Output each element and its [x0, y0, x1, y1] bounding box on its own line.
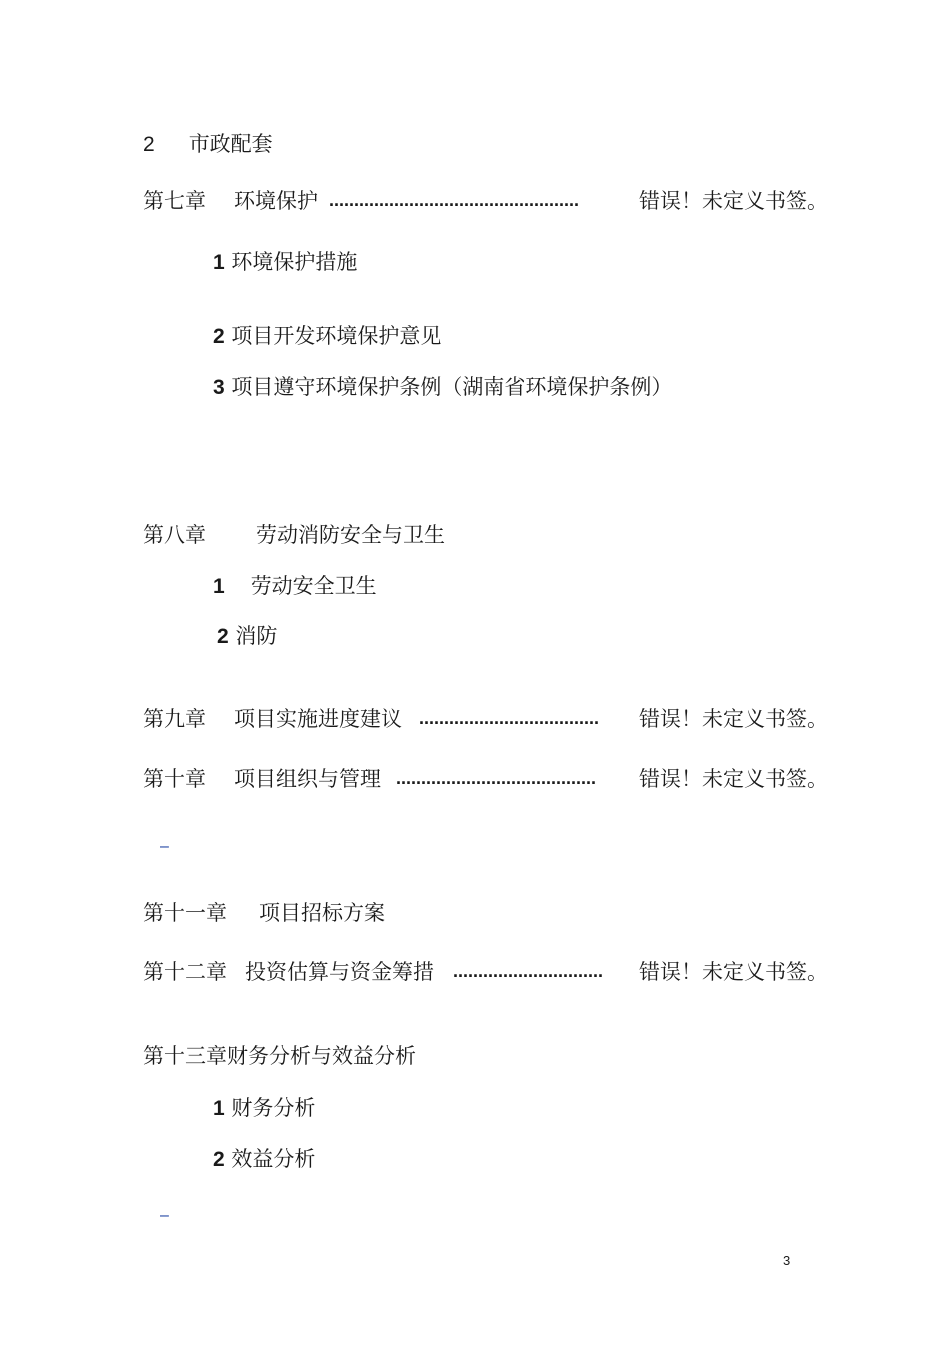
- chapter-title: 环境保护: [234, 189, 318, 213]
- toc-chapter-9[interactable]: [143, 705, 402, 733]
- chapter-number: 第十三章: [143, 1044, 227, 1068]
- subitem-label: 效益分析: [231, 1147, 316, 1171]
- chapter-title: 项目实施进度建议: [234, 707, 402, 731]
- toc-leader: ....................................: [419, 708, 600, 728]
- toc-leader: ..................................................: [329, 190, 580, 210]
- toc-chapter-11[interactable]: [143, 899, 385, 927]
- toc-error-ref: 错误！未定义书签。: [639, 189, 828, 213]
- chapter-number: 第十一章: [143, 901, 227, 925]
- subitem-number: 2: [213, 325, 225, 348]
- subitem-number: 1: [213, 1097, 225, 1120]
- chapter-number: 第十二章: [143, 960, 227, 984]
- toc-chapter-8[interactable]: [143, 521, 445, 549]
- chapter-title: 财务分析与效益分析: [227, 1044, 416, 1068]
- subitem-label: 消防: [235, 624, 278, 648]
- toc-chapter-10[interactable]: [143, 765, 381, 793]
- toc-subitem[interactable]: [213, 373, 672, 402]
- chapter-number: 第九章: [143, 707, 206, 731]
- chapter-number: 第十章: [143, 767, 206, 791]
- page-number: 3: [783, 1253, 791, 1268]
- toc-chapter-7[interactable]: [143, 187, 318, 215]
- subitem-label: 劳动安全卫生: [250, 574, 377, 598]
- marker-dash: –: [160, 1207, 169, 1224]
- toc-subitem[interactable]: [213, 1094, 315, 1123]
- chapter-title: 劳动消防安全与卫生: [256, 523, 445, 547]
- toc-subitem[interactable]: [213, 572, 377, 601]
- chapter-title: 项目招标方案: [259, 901, 385, 925]
- toc-subitem[interactable]: [213, 1145, 315, 1174]
- toc-item-municipal: [143, 130, 273, 159]
- toc-error-ref: 错误！未定义书签。: [639, 960, 828, 984]
- toc-error-ref: 错误！未定义书签。: [639, 767, 828, 791]
- toc-subitem[interactable]: [217, 622, 277, 651]
- toc-item-number: 2: [143, 133, 155, 156]
- toc-chapter-13[interactable]: [143, 1042, 416, 1070]
- chapter-title: 项目组织与管理: [234, 767, 381, 791]
- subitem-number: 3: [213, 376, 225, 399]
- chapter-number: 第八章: [143, 523, 206, 547]
- toc-item-label: 市政配套: [188, 132, 273, 156]
- marker-dash: –: [160, 838, 169, 855]
- chapter-title: 投资估算与资金筹措: [245, 960, 434, 984]
- chapter-number: 第七章: [143, 189, 206, 213]
- subitem-number: 2: [213, 1148, 225, 1171]
- subitem-number: 1: [213, 575, 225, 598]
- subitem-number: 1: [213, 251, 225, 274]
- toc-error-ref: 错误！未定义书签。: [639, 707, 828, 731]
- toc-subitem[interactable]: [213, 248, 357, 277]
- subitem-number: 2: [217, 625, 229, 648]
- toc-chapter-12[interactable]: [143, 958, 434, 986]
- toc-leader: ........................................: [396, 768, 597, 788]
- subitem-label: 环境保护措施: [231, 250, 358, 274]
- toc-leader: ..............................: [453, 961, 604, 981]
- subitem-label: 项目遵守环境保护条例（湖南省环境保护条例）: [231, 375, 673, 399]
- toc-subitem[interactable]: [213, 322, 441, 351]
- subitem-label: 项目开发环境保护意见: [231, 324, 442, 348]
- subitem-label: 财务分析: [231, 1096, 316, 1120]
